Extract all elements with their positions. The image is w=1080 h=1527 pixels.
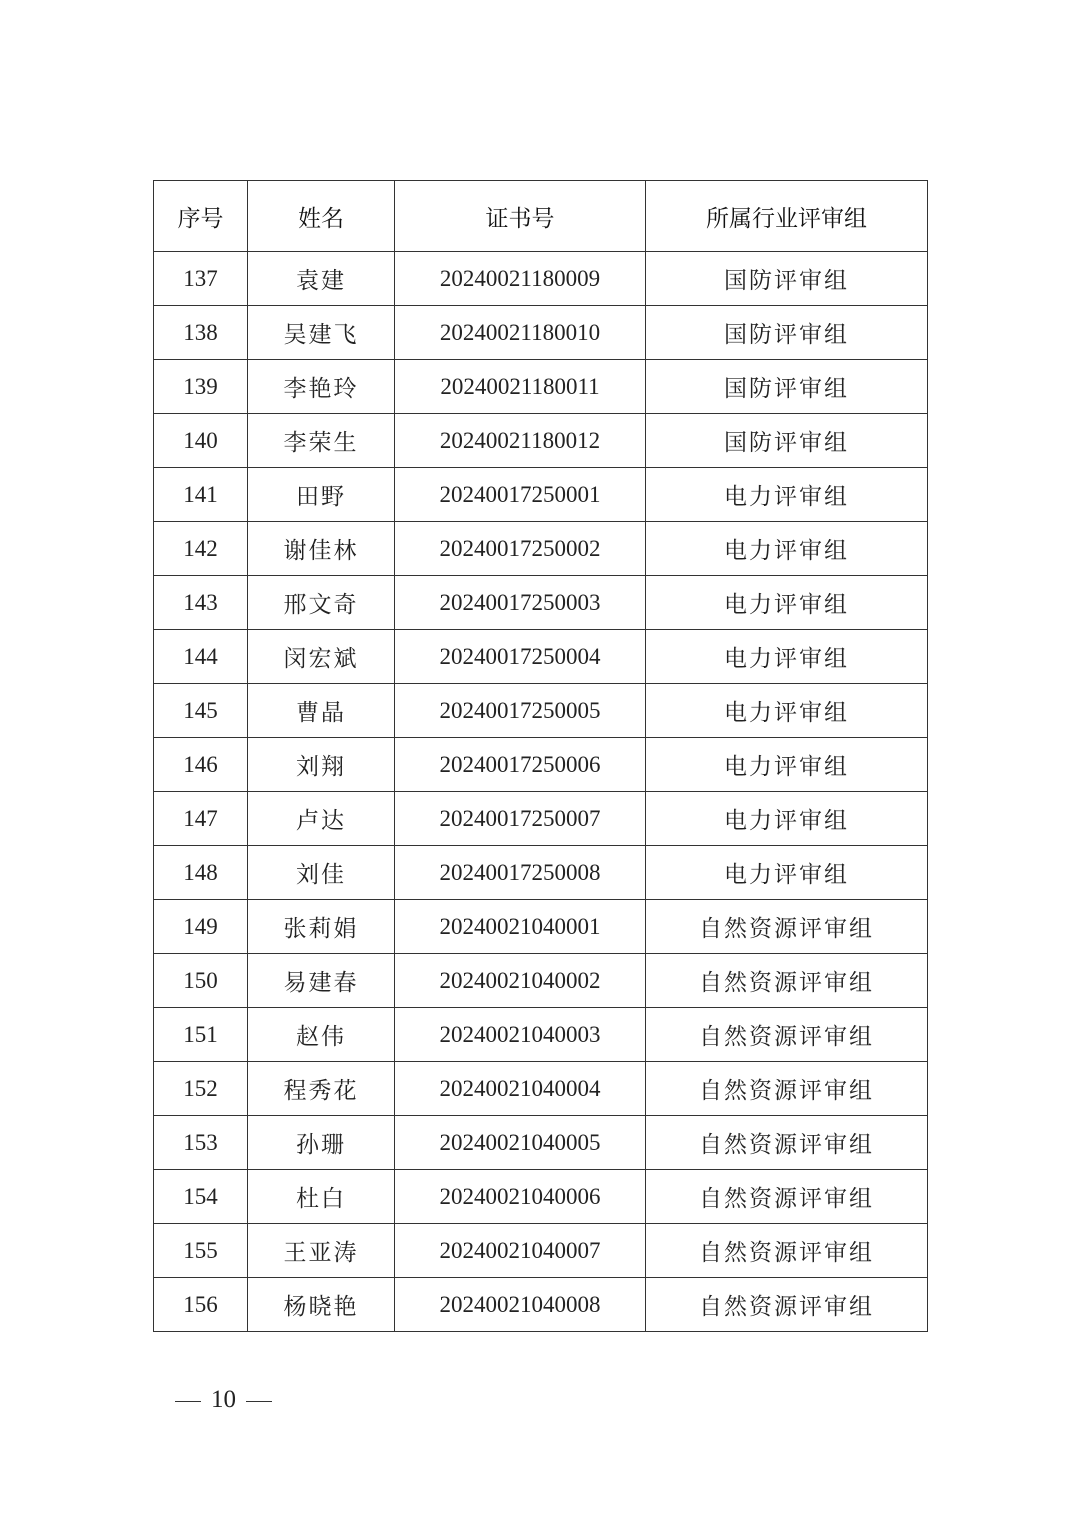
- cell-name: 谢佳林: [248, 522, 395, 576]
- table-row: [154, 1008, 928, 1062]
- cell-serial: 150: [154, 954, 248, 1008]
- footer-dash-left: [175, 1401, 201, 1402]
- cell-serial: 147: [154, 792, 248, 846]
- cell-certificate: 20240021040008: [395, 1278, 646, 1332]
- table-row: [154, 522, 928, 576]
- cell-serial: 142: [154, 522, 248, 576]
- cell-certificate: 20240017250005: [395, 684, 646, 738]
- cell-name: 卢达: [248, 792, 395, 846]
- cell-review-group: 电力评审组: [646, 630, 928, 684]
- cell-name: 程秀花: [248, 1062, 395, 1116]
- table-row: [154, 738, 928, 792]
- cell-certificate: 20240021180011: [395, 360, 646, 414]
- table-row: [154, 468, 928, 522]
- cell-review-group: 自然资源评审组: [646, 1224, 928, 1278]
- cell-name: 田野: [248, 468, 395, 522]
- cell-serial: 155: [154, 1224, 248, 1278]
- cell-certificate: 20240017250004: [395, 630, 646, 684]
- cell-name: 刘翔: [248, 738, 395, 792]
- table-row: [154, 1062, 928, 1116]
- cell-certificate: 20240021040006: [395, 1170, 646, 1224]
- cell-serial: 140: [154, 414, 248, 468]
- table-row: [154, 576, 928, 630]
- table-row: [154, 684, 928, 738]
- cell-serial: 143: [154, 576, 248, 630]
- cell-review-group: 自然资源评审组: [646, 1170, 928, 1224]
- page-number: 10: [211, 1386, 236, 1413]
- cell-name: 杨晓艳: [248, 1278, 395, 1332]
- cell-review-group: 电力评审组: [646, 792, 928, 846]
- cell-name: 李艳玲: [248, 360, 395, 414]
- cell-name: 闵宏斌: [248, 630, 395, 684]
- table-header: [154, 181, 928, 252]
- table-row: [154, 360, 928, 414]
- cell-review-group: 电力评审组: [646, 576, 928, 630]
- header-certificate: 证书号: [395, 181, 646, 252]
- cell-name: 赵伟: [248, 1008, 395, 1062]
- cell-serial: 139: [154, 360, 248, 414]
- table-row: [154, 792, 928, 846]
- cell-serial: 152: [154, 1062, 248, 1116]
- cell-review-group: 国防评审组: [646, 252, 928, 306]
- cell-name: 邢文奇: [248, 576, 395, 630]
- cell-review-group: 自然资源评审组: [646, 1278, 928, 1332]
- header-review-group: 所属行业评审组: [646, 181, 928, 252]
- cell-review-group: 自然资源评审组: [646, 1062, 928, 1116]
- cell-review-group: 国防评审组: [646, 360, 928, 414]
- cell-certificate: 20240017250006: [395, 738, 646, 792]
- roster-table: [153, 180, 928, 1332]
- header-serial: 序号: [154, 181, 248, 252]
- cell-certificate: 20240017250001: [395, 468, 646, 522]
- table-row: [154, 1224, 928, 1278]
- cell-name: 刘佳: [248, 846, 395, 900]
- footer-dash-right: [246, 1401, 272, 1402]
- cell-review-group: 自然资源评审组: [646, 1116, 928, 1170]
- cell-name: 张莉娟: [248, 900, 395, 954]
- cell-serial: 146: [154, 738, 248, 792]
- cell-review-group: 自然资源评审组: [646, 954, 928, 1008]
- cell-serial: 144: [154, 630, 248, 684]
- cell-name: 孙珊: [248, 1116, 395, 1170]
- cell-serial: 141: [154, 468, 248, 522]
- cell-name: 王亚涛: [248, 1224, 395, 1278]
- cell-name: 曹晶: [248, 684, 395, 738]
- cell-name: 吴建飞: [248, 306, 395, 360]
- cell-serial: 137: [154, 252, 248, 306]
- cell-certificate: 20240021180009: [395, 252, 646, 306]
- cell-certificate: 20240021040007: [395, 1224, 646, 1278]
- cell-name: 李荣生: [248, 414, 395, 468]
- table-body: [154, 252, 928, 1332]
- cell-name: 易建春: [248, 954, 395, 1008]
- cell-review-group: 电力评审组: [646, 684, 928, 738]
- table-row: [154, 414, 928, 468]
- cell-review-group: 自然资源评审组: [646, 1008, 928, 1062]
- cell-review-group: 电力评审组: [646, 738, 928, 792]
- header-row: [154, 181, 928, 252]
- cell-review-group: 国防评审组: [646, 414, 928, 468]
- cell-certificate: 20240017250002: [395, 522, 646, 576]
- cell-serial: 145: [154, 684, 248, 738]
- cell-certificate: 20240021180010: [395, 306, 646, 360]
- header-name: 姓名: [248, 181, 395, 252]
- cell-serial: 151: [154, 1008, 248, 1062]
- cell-review-group: 国防评审组: [646, 306, 928, 360]
- table-row: [154, 1278, 928, 1332]
- cell-review-group: 电力评审组: [646, 468, 928, 522]
- cell-name: 杜白: [248, 1170, 395, 1224]
- table-row: [154, 252, 928, 306]
- cell-certificate: 20240021180012: [395, 414, 646, 468]
- cell-serial: 149: [154, 900, 248, 954]
- table-row: [154, 900, 928, 954]
- cell-serial: 156: [154, 1278, 248, 1332]
- table-row: [154, 846, 928, 900]
- cell-certificate: 20240017250003: [395, 576, 646, 630]
- cell-certificate: 20240021040001: [395, 900, 646, 954]
- cell-review-group: 电力评审组: [646, 846, 928, 900]
- table-row: [154, 306, 928, 360]
- table-row: [154, 1116, 928, 1170]
- cell-review-group: 电力评审组: [646, 522, 928, 576]
- page-footer: [165, 1386, 282, 1414]
- cell-serial: 153: [154, 1116, 248, 1170]
- cell-serial: 154: [154, 1170, 248, 1224]
- cell-name: 袁建: [248, 252, 395, 306]
- table-row: [154, 1170, 928, 1224]
- cell-certificate: 20240021040003: [395, 1008, 646, 1062]
- table-row: [154, 954, 928, 1008]
- cell-certificate: 20240017250008: [395, 846, 646, 900]
- cell-serial: 138: [154, 306, 248, 360]
- cell-review-group: 自然资源评审组: [646, 900, 928, 954]
- cell-certificate: 20240021040004: [395, 1062, 646, 1116]
- cell-serial: 148: [154, 846, 248, 900]
- table-row: [154, 630, 928, 684]
- cell-certificate: 20240021040002: [395, 954, 646, 1008]
- cell-certificate: 20240021040005: [395, 1116, 646, 1170]
- cell-certificate: 20240017250007: [395, 792, 646, 846]
